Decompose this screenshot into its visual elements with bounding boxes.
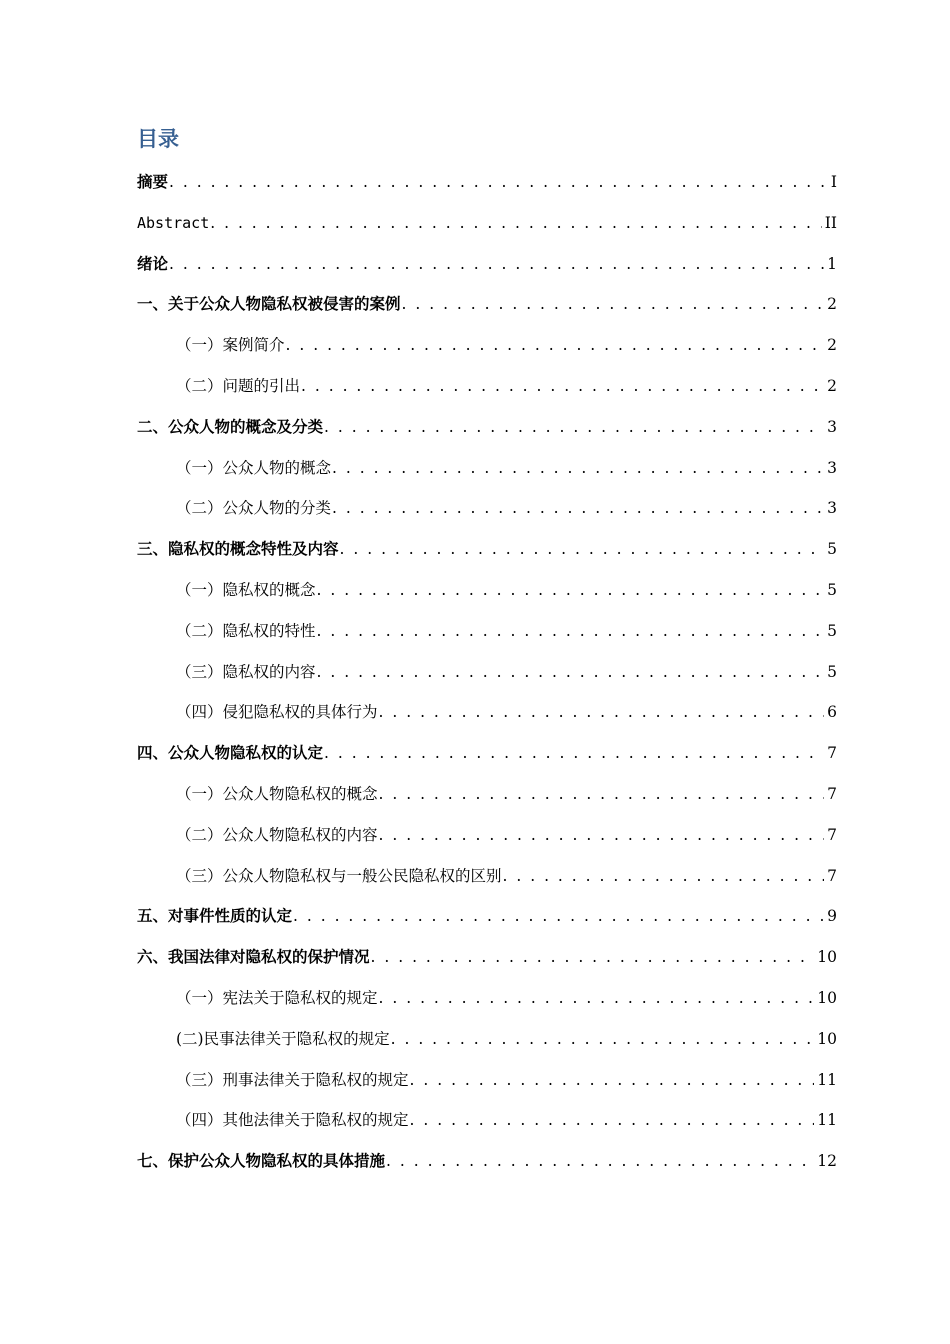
toc-entry[interactable]	[176, 660, 837, 684]
toc-entry[interactable]	[176, 823, 837, 847]
toc-entry-page-number: 2	[827, 377, 837, 395]
toc-entry-title: 四、公众人物隐私权的认定	[137, 744, 324, 763]
toc-entry[interactable]	[176, 1027, 837, 1051]
toc-dot-leader	[386, 1149, 814, 1173]
toc-dot-leader	[402, 292, 825, 316]
toc-entry[interactable]	[176, 986, 837, 1010]
toc-entry-page-number: 6	[827, 703, 837, 722]
toc-entry-title: （二）公众人物的分类	[176, 499, 332, 518]
toc-dot-leader	[410, 1068, 815, 1092]
toc-entry-title: （三）公众人物隐私权与一般公民隐私权的区别	[176, 866, 502, 885]
toc-entry-title: （一）公众人物隐私权的概念	[176, 785, 378, 803]
toc-entry-page-number: 7	[827, 744, 837, 763]
toc-entry-page-number: 5	[827, 581, 837, 599]
toc-entry-title: 一、关于公众人物隐私权被侵害的案例	[137, 295, 401, 314]
toc-dot-leader	[379, 782, 825, 806]
toc-entry-page-number: 2	[827, 336, 837, 355]
toc-entry-title: 六、我国法律对隐私权的保护情况	[137, 948, 370, 967]
toc-dot-leader	[379, 700, 825, 724]
toc-dot-leader	[332, 496, 824, 520]
toc-dot-leader	[210, 211, 822, 235]
toc-entry-title: （四）侵犯隐私权的具体行为	[176, 703, 378, 722]
toc-entry-title: （二）隐私权的特性	[176, 621, 316, 640]
toc-entry-title: 七、保护公众人物隐私权的具体措施	[137, 1152, 386, 1171]
toc-dot-leader	[317, 660, 825, 684]
toc-entry-title: （二）问题的引出	[176, 377, 301, 395]
toc-dot-leader	[371, 945, 815, 969]
toc-entry-page-number: 7	[827, 866, 837, 885]
toc-entry[interactable]	[137, 537, 837, 561]
toc-entry-title: 二、公众人物的概念及分类	[137, 417, 324, 436]
toc-entry-title: （一）隐私权的概念	[176, 581, 316, 599]
toc-entry-title: 摘要	[137, 173, 169, 191]
toc-entry[interactable]	[137, 904, 837, 928]
toc-entry[interactable]	[137, 252, 837, 276]
toc-dot-leader	[169, 170, 828, 194]
toc-entry-page-number: 5	[827, 621, 837, 640]
toc-entry-page-number: 1	[827, 254, 837, 273]
toc-entry-title: Abstract	[137, 213, 210, 232]
toc-entry[interactable]	[137, 211, 837, 235]
toc-entry-page-number: 10	[817, 948, 837, 967]
toc-entry-page-number: 7	[827, 825, 837, 844]
toc-dot-leader	[410, 1108, 815, 1132]
toc-dot-leader	[340, 537, 825, 561]
toc-entry[interactable]	[176, 864, 837, 888]
toc-dot-leader	[503, 864, 825, 888]
toc-dot-leader	[317, 578, 825, 602]
toc-entry[interactable]	[137, 1149, 837, 1173]
toc-dot-leader	[301, 374, 824, 398]
toc-entry-title: 五、对事件性质的认定	[137, 907, 293, 926]
toc-entry-page-number: II	[824, 213, 837, 232]
toc-entry[interactable]	[176, 333, 837, 357]
toc-entry[interactable]	[176, 578, 837, 602]
toc-dot-leader	[332, 456, 824, 480]
toc-entry-page-number: 5	[827, 540, 837, 559]
toc-entry-page-number: 2	[827, 295, 837, 314]
toc-dot-leader	[169, 252, 824, 276]
toc-entry[interactable]	[176, 374, 837, 398]
toc-entry[interactable]	[176, 456, 837, 480]
toc-dot-leader	[324, 415, 824, 439]
toc-entry-page-number: 10	[817, 989, 837, 1007]
toc-entry-title: （一）案例简介	[176, 336, 285, 355]
toc-entry-title: （二）公众人物隐私权的内容	[176, 825, 378, 844]
toc-entry-title: （四）其他法律关于隐私权的规定	[176, 1111, 409, 1130]
toc-entry-title: （三）隐私权的内容	[176, 662, 316, 681]
toc-entry-page-number: 3	[827, 499, 837, 518]
toc-entry-page-number: 10	[817, 1029, 837, 1048]
toc-entry-page-number: 11	[817, 1070, 837, 1089]
toc-entry-title: （一）宪法关于隐私权的规定	[176, 989, 378, 1007]
toc-entry-page-number: I	[830, 173, 837, 191]
toc-entry-title: （三）刑事法律关于隐私权的规定	[176, 1070, 409, 1089]
toc-dot-leader	[286, 333, 825, 357]
toc-entry[interactable]	[176, 619, 837, 643]
toc-entry-page-number: 11	[817, 1111, 837, 1130]
toc-entry-page-number: 5	[827, 662, 837, 681]
toc-entry-page-number: 9	[827, 907, 837, 926]
toc-dot-leader	[317, 619, 825, 643]
toc-dot-leader	[324, 741, 824, 765]
toc-entry[interactable]	[176, 1108, 837, 1132]
toc-entry[interactable]	[137, 170, 837, 194]
toc-entry-title: 三、隐私权的概念特性及内容	[137, 540, 339, 559]
toc-entry-title: (二)民事法律关于隐私权的规定	[176, 1029, 390, 1048]
toc-entry[interactable]	[176, 496, 837, 520]
toc-entry-title: 绪论	[137, 254, 169, 273]
toc-entry-page-number: 3	[827, 417, 837, 436]
toc-entry[interactable]	[137, 292, 837, 316]
toc-entry[interactable]	[176, 700, 837, 724]
toc-dot-leader	[379, 823, 825, 847]
toc-entry-page-number: 12	[817, 1152, 837, 1171]
toc-entry[interactable]	[137, 945, 837, 969]
toc-dot-leader	[293, 904, 824, 928]
toc-entry-page-number: 3	[827, 458, 837, 477]
toc-entry[interactable]	[176, 1068, 837, 1092]
toc-entry[interactable]	[137, 741, 837, 765]
toc-entry-page-number: 7	[827, 785, 837, 803]
toc-title: 目录	[137, 127, 179, 151]
toc-entry[interactable]	[137, 415, 837, 439]
toc-dot-leader	[379, 986, 815, 1010]
toc-dot-leader	[391, 1027, 815, 1051]
toc-entry-title: （一）公众人物的概念	[176, 458, 332, 477]
toc-entry[interactable]	[176, 782, 837, 806]
